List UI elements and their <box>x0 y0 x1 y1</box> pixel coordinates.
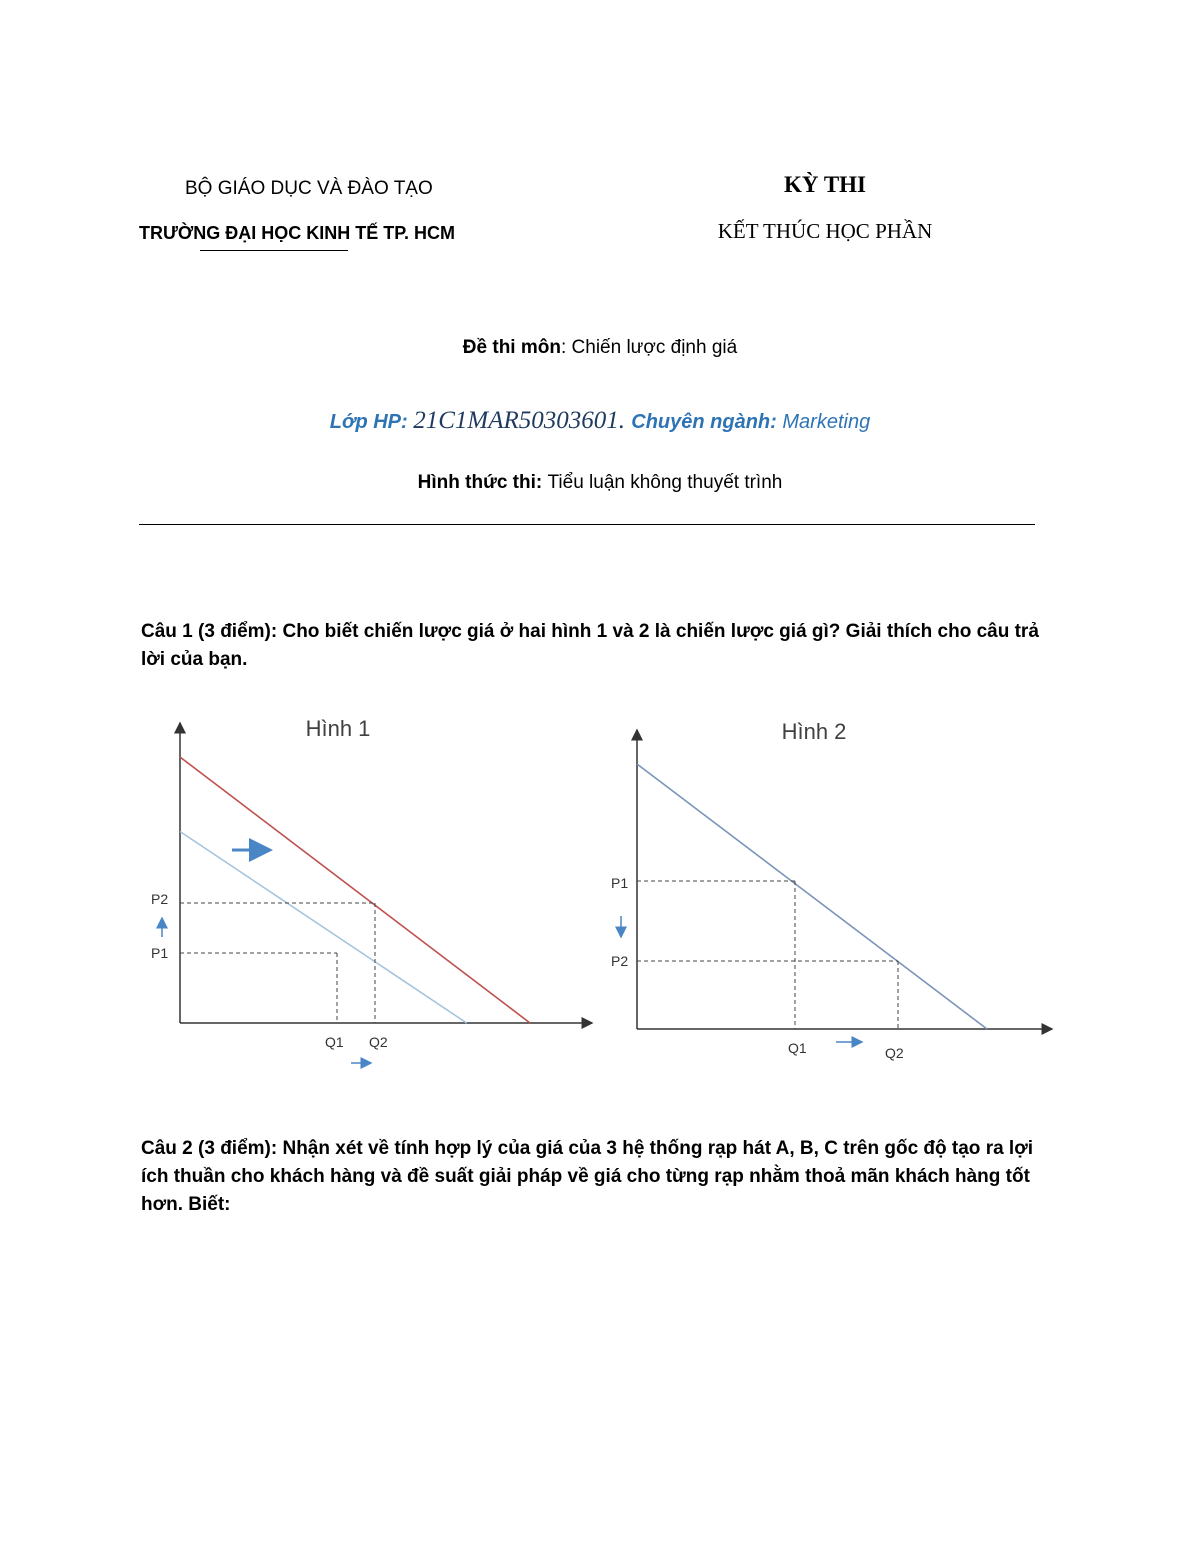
exam-form-value: Tiểu luận không thuyết trình <box>547 472 783 493</box>
class-line <box>0 407 1200 435</box>
chart1-label-p1: P1 <box>151 945 169 961</box>
class-label: Lớp HP: <box>329 411 414 433</box>
chart2-title: Hình 2 <box>781 719 847 744</box>
chart-hinh-1 <box>140 705 610 1085</box>
chart2-label-p2: P2 <box>611 953 629 969</box>
question-1: Câu 1 (3 điểm): Cho biết chiến lược giá ở hai hình 1 và 2 là chiến lược giá gì? Giải thích cho câu trả lời của bạn. <box>141 621 1039 670</box>
subject-label: Đề thi môn <box>462 337 561 358</box>
class-value: 21C1MAR50303601 <box>413 407 619 434</box>
ministry-name: BỘ GIÁO DỤC VÀ ĐÀO TẠO <box>185 178 433 199</box>
university-name: TRƯỜNG ĐẠI HỌC KINH TẾ TP. HCM <box>139 223 455 243</box>
chart2-demand-line <box>637 764 987 1029</box>
subject-sep: : <box>560 337 572 358</box>
exam-title: KỲ THI <box>783 172 867 197</box>
chart1-label-q2: Q2 <box>369 1034 388 1050</box>
chart1-title: Hình 1 <box>305 716 371 741</box>
subject-value: Chiến lược định giá <box>571 337 738 358</box>
major-value: Marketing <box>782 411 871 433</box>
exam-subtitle: KẾT THÚC HỌC PHẦN <box>717 219 933 243</box>
chart1-label-q1: Q1 <box>325 1034 344 1050</box>
chart2-label-p1: P1 <box>611 875 629 891</box>
university-underline <box>200 250 348 251</box>
chart2-label-q2: Q2 <box>885 1045 904 1061</box>
chart-hinh-2 <box>600 705 1070 1085</box>
major-label: Chuyên ngành: <box>631 411 783 433</box>
chart1-label-p2: P2 <box>151 891 169 907</box>
chart1-demand-line-d2 <box>180 757 530 1023</box>
chart1-demand-line-d1 <box>180 831 467 1023</box>
question-2: Câu 2 (3 điểm): Nhận xét về tính hợp lý của giá của 3 hệ thống rạp hát A, B, C trên gốc độ tạo ra lợi ích thuần cho khách hàng và đề suất giải pháp về giá cho từng rạp nhằm thoả mãn khách hàng tốt hơn. Biết: <box>141 1138 1033 1215</box>
subject-line <box>0 337 1200 359</box>
chart2-label-q1: Q1 <box>788 1040 807 1056</box>
exam-form-line <box>0 472 1200 494</box>
exam-form-label: Hình thức thi: <box>417 472 548 493</box>
class-sep: . <box>618 407 632 434</box>
header-divider <box>139 524 1035 525</box>
